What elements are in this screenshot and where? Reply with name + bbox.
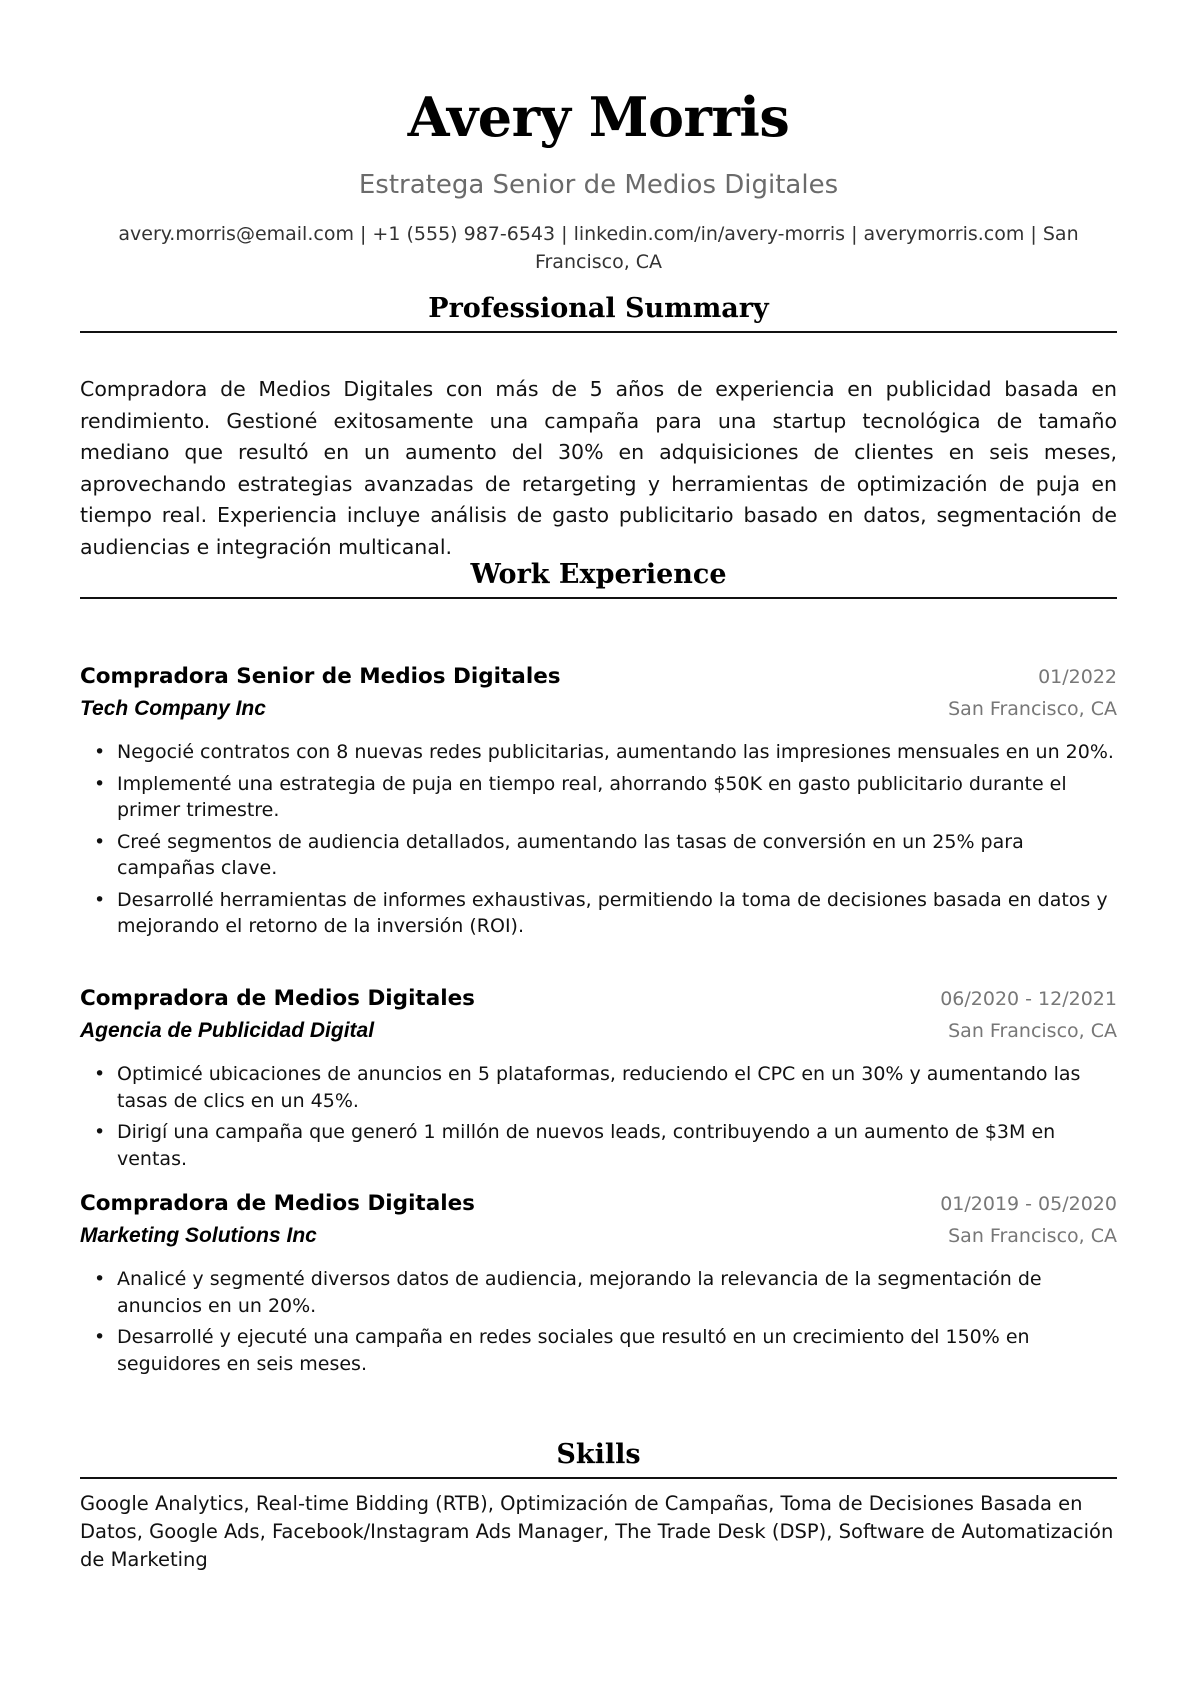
job-bullet: • Desarrollé y ejecuté una campaña en redes sociales que resultó en un crecimiento del 150% en seguidores en seis meses. bbox=[80, 1324, 1117, 1377]
job-company-row bbox=[80, 1015, 1117, 1047]
job-date: 01/2019 - 05/2020 bbox=[940, 1193, 1117, 1215]
job-company-row bbox=[80, 693, 1117, 725]
job-bullets bbox=[80, 1266, 1117, 1377]
summary-heading: Professional Summary bbox=[80, 291, 1117, 333]
job-company-row bbox=[80, 1220, 1117, 1252]
skills-heading: Skills bbox=[80, 1437, 1117, 1479]
job-title: Compradora de Medios Digitales bbox=[80, 986, 475, 1011]
job-bullet: • Creé segmentos de audiencia detallados, aumentando las tasas de conversión en un 25% para campañas clave. bbox=[80, 829, 1117, 882]
job-header-row bbox=[80, 1188, 1117, 1220]
job-location: San Francisco, CA bbox=[948, 698, 1117, 720]
job-bullets bbox=[80, 1061, 1117, 1172]
job-company: Agencia de Publicidad Digital bbox=[80, 1019, 375, 1042]
skills-text: Google Analytics, Real-time Bidding (RTB), Optimización de Campañas, Toma de Decisiones Basada en Datos, Google Ads, Facebook/Instagram Ads Manager, The Trade Desk (DSP), Software de Automatización de Marketing bbox=[80, 1492, 1114, 1571]
job-header-row bbox=[80, 661, 1117, 693]
job-entry bbox=[80, 983, 1117, 1177]
job-location: San Francisco, CA bbox=[948, 1225, 1117, 1247]
summary-text: Compradora de Medios Digitales con más de 5 años de experiencia en publicidad basada en rendimiento. Gestioné exitosamente una campaña para una startup tecnológica de tamaño mediano que resultó en un aumento del 30% en adquisiciones de clientes en seis meses, aprovechando estrategias avanzadas de retargeting y herramientas de optimización de puja en tiempo real. Experiencia incluye análisis de gasto publicitario basado en datos, segmentación de audiencias e integración multicanal. bbox=[80, 377, 1117, 559]
job-company: Marketing Solutions Inc bbox=[80, 1224, 317, 1247]
job-company: Tech Company Inc bbox=[80, 697, 266, 720]
job-location: San Francisco, CA bbox=[948, 1020, 1117, 1042]
job-entry bbox=[80, 1188, 1117, 1382]
job-title: Compradora Senior de Medios Digitales bbox=[80, 664, 561, 689]
experience-heading: Work Experience bbox=[80, 557, 1117, 599]
job-bullet: • Analicé y segmenté diversos datos de audiencia, mejorando la relevancia de la segmentación de anuncios en un 20%. bbox=[80, 1266, 1117, 1319]
contact-line: avery.morris@email.com | +1 (555) 987-6543 | linkedin.com/in/avery-morris | averymorris.com | San Francisco, CA bbox=[118, 223, 1079, 273]
job-bullet: • Implementé una estrategia de puja en tiempo real, ahorrando $50K en gasto publicitario durante el primer trimestre. bbox=[80, 771, 1117, 824]
candidate-title: Estratega Senior de Medios Digitales bbox=[358, 170, 839, 200]
job-bullet: • Optimicé ubicaciones de anuncios en 5 plataformas, reduciendo el CPC en un 30% y aumentando las tasas de clics en un 45%. bbox=[80, 1061, 1117, 1114]
job-title: Compradora de Medios Digitales bbox=[80, 1191, 475, 1216]
candidate-name: Avery Morris bbox=[407, 85, 790, 149]
job-bullet: • Desarrollé herramientas de informes exhaustivas, permitiendo la toma de decisiones basada en datos y mejorando el retorno de la inversión (ROI). bbox=[80, 887, 1117, 940]
job-bullet: • Negocié contratos con 8 nuevas redes publicitarias, aumentando las impresiones mensuales en un 20%. bbox=[80, 739, 1117, 766]
job-date: 01/2022 bbox=[1038, 666, 1117, 688]
job-date: 06/2020 - 12/2021 bbox=[940, 988, 1117, 1010]
job-header-row bbox=[80, 983, 1117, 1015]
job-entry bbox=[80, 661, 1117, 945]
job-bullet: • Dirigí una campaña que generó 1 millón de nuevos leads, contribuyendo a un aumento de $3M en ventas. bbox=[80, 1119, 1117, 1172]
job-bullets bbox=[80, 739, 1117, 940]
